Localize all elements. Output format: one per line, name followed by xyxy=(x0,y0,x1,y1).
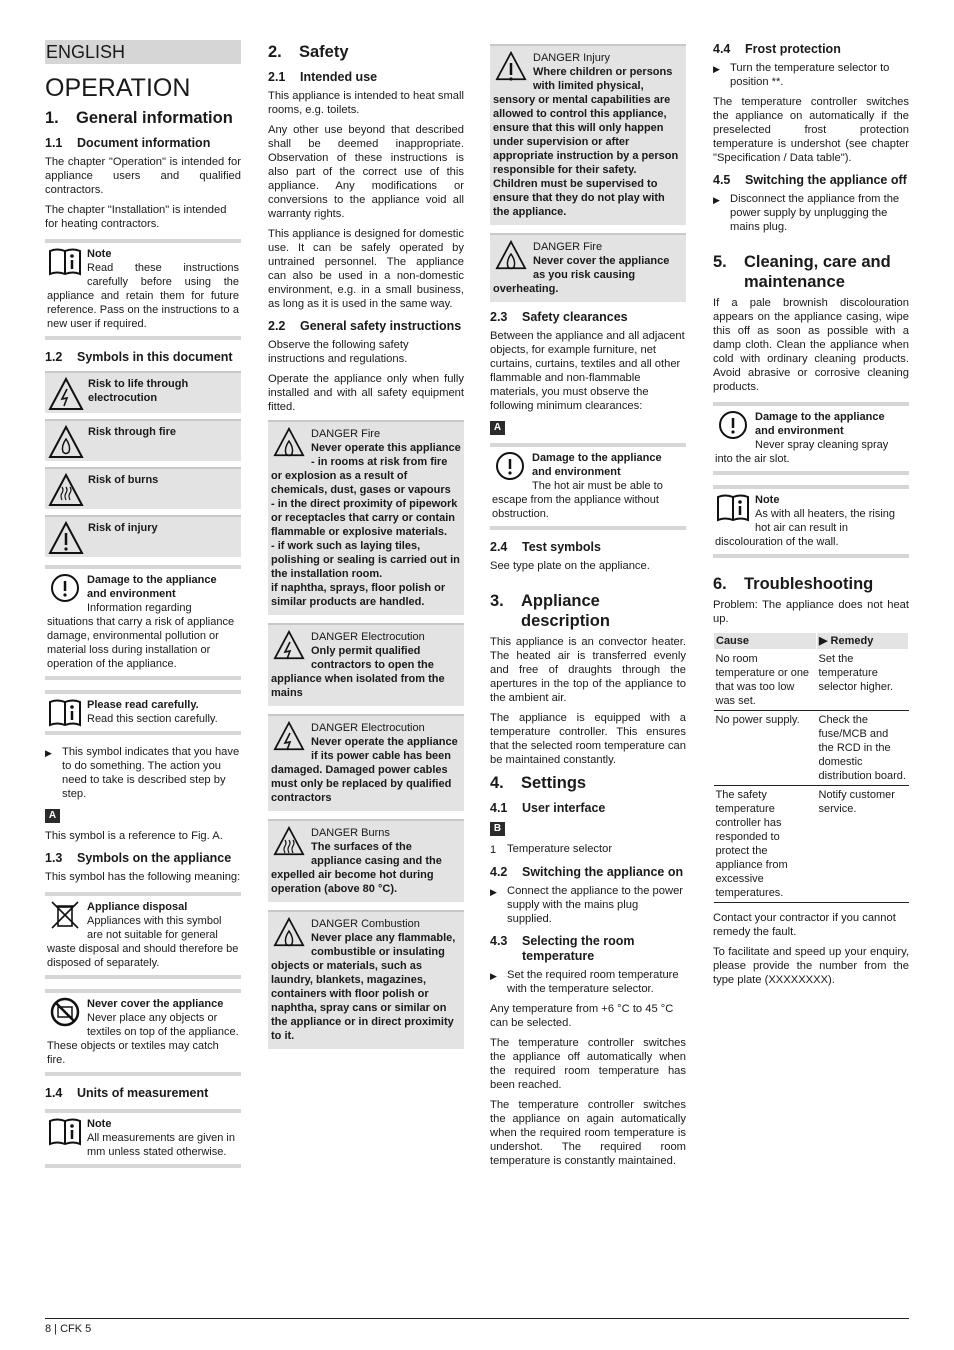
section-2-3-heading xyxy=(490,310,686,325)
table-cell: Set the temperature selector higher. xyxy=(817,650,909,711)
table-cell: Check the fuse/MCB and the RCD in the domestic distribution board. xyxy=(817,711,909,786)
section-number: 4.2 xyxy=(490,865,508,879)
electrocution-warning-icon xyxy=(48,377,84,411)
section-number: 2.1 xyxy=(268,70,286,84)
step-text: Disconnect the appliance from the power supply by unplugging the mains plug. xyxy=(730,193,900,233)
section-title: Settings xyxy=(521,774,587,792)
symbol-electrocution xyxy=(45,371,241,413)
section-number: 6. xyxy=(713,575,727,593)
injury-warning-icon xyxy=(48,521,84,555)
section-4-3-heading xyxy=(490,934,686,964)
section-6-heading xyxy=(713,574,909,594)
section-number: 4.3 xyxy=(490,934,508,948)
paragraph: Any temperature from +6 °C to 45 °C can be selected. xyxy=(490,1003,674,1029)
exclamation-circle-icon xyxy=(47,573,83,603)
paragraph: The chapter "Installation" is intended for heating contractors. xyxy=(45,204,227,230)
paragraph: Between the appliance and all adjacent objects, for example furniture, net curtains, curtains, textiles and all other flammable and non-flammable materials, you must observe the following minimum clearances: xyxy=(490,330,685,412)
section-3-heading xyxy=(490,591,686,631)
symbol-injury xyxy=(45,515,241,557)
paragraph: Operate the appliance only when fully installed and with all safety equipment fitted. xyxy=(268,373,464,413)
section-title: Switching the appliance on xyxy=(522,865,684,879)
burns-warning-icon xyxy=(48,473,84,507)
symbol-fire xyxy=(45,419,241,461)
language-label: ENGLISH xyxy=(45,40,241,64)
danger-text: Never place any flammable, combustible or insulating objects or materials, such as laundry, blankets, magazines, containers with floor polish or naphtha, spray cans or similar on the appliance or in direct proximity to it. xyxy=(271,932,456,1042)
note-text: The hot air must be able to escape from the appliance without obstruction. xyxy=(492,480,663,520)
paragraph: Observe the following safety instructions and regulations. xyxy=(268,339,409,365)
danger-text: The surfaces of the appliance casing and the expelled air become hot during operation (above 80 °C). xyxy=(271,841,442,895)
figure-reference-badge: A xyxy=(490,421,505,435)
note-title: Damage to the appliance and environment xyxy=(755,411,885,437)
section-title: Units of measurement xyxy=(77,1086,209,1100)
note-title: Damage to the appliance and environment xyxy=(87,574,217,600)
damage-note-box xyxy=(45,565,241,680)
section-number: 2. xyxy=(268,43,282,61)
read-note-box xyxy=(45,690,241,735)
note-text: Read these instructions carefully before using the appliance and retain them for future reference. Pass on the instructions to a new user if required. xyxy=(47,262,239,330)
electrocution-warning-icon xyxy=(271,630,307,660)
section-2-4-heading xyxy=(490,540,686,555)
section-title: Frost protection xyxy=(745,42,841,56)
symbol-label: Risk to life through electrocution xyxy=(88,378,189,404)
section-4-heading xyxy=(490,773,686,793)
paragraph: The temperature controller switches the appliance on again automatically when the required room temperature is undershot. The required room temperature is constantly maintained. xyxy=(490,1099,686,1167)
section-title: Appliance description xyxy=(521,592,610,630)
section-title: Safety clearances xyxy=(522,310,628,324)
danger-burns-box xyxy=(268,819,464,902)
danger-line: - if work such as laying tiles, polishing or sealing is carried out in the installation room. xyxy=(271,540,460,580)
section-title: Test symbols xyxy=(522,540,601,554)
table-header-row xyxy=(714,633,909,650)
section-title: Switching the appliance off xyxy=(745,173,907,187)
fire-warning-icon xyxy=(48,425,84,459)
danger-line: Never operate this appliance xyxy=(311,442,461,454)
legend-number: 1 xyxy=(490,844,497,856)
note-title: Note xyxy=(87,1118,112,1130)
symbol-label: Risk of burns xyxy=(88,474,159,486)
note-text: Information regarding situations that carry a risk of appliance damage, environmental pollution or material loss during installation or operation of the appliance. xyxy=(47,602,235,670)
note-text: Read this section carefully. xyxy=(87,713,218,725)
section-1-4-heading xyxy=(45,1086,241,1101)
section-4-1-heading xyxy=(490,801,686,816)
do-not-cover-icon xyxy=(47,997,83,1027)
step-item xyxy=(490,968,686,996)
table-cell: The safety temperature controller has responded to protect the appliance from excessive temperatures. xyxy=(714,786,817,903)
section-1-heading xyxy=(45,108,241,128)
paragraph: This appliance is an convector heater. The heated air is transferred evenly and free of draughts through the apertures in the top of the appliance to the ambient air. xyxy=(490,636,686,704)
danger-title: DANGER Injury xyxy=(533,52,611,64)
paragraph: The temperature controller switches the appliance off automatically when the required room temperature has been reached. xyxy=(490,1037,686,1091)
paragraph: Contact your contractor if you cannot remedy the fault. xyxy=(713,912,896,938)
note-title: Note xyxy=(87,248,112,260)
section-title: Document information xyxy=(77,136,211,150)
step-arrow-icon: ▶ xyxy=(490,887,497,897)
column-header-label: Remedy xyxy=(830,635,874,647)
paragraph: Problem: The appliance does not heat up. xyxy=(713,599,909,625)
note-title: Note xyxy=(755,494,780,506)
note-text: Never place any objects or textiles on top of the appliance. These objects or textiles may catch fire. xyxy=(47,1012,239,1066)
step-text: Connect the appliance to the power supply with the mains plug supplied. xyxy=(507,885,684,925)
danger-line: - in the direct proximity of pipework or receptacles that carry or contain flammable or explosive materials. xyxy=(271,498,458,538)
section-2-1-heading xyxy=(268,70,464,85)
section-2-2-heading xyxy=(268,319,464,334)
section-number: 5. xyxy=(713,253,727,271)
note-box xyxy=(713,485,909,558)
danger-electrocution-box xyxy=(268,714,464,811)
column-2 xyxy=(268,40,464,1057)
paragraph: If a pale brownish discolouration appears on the appliance casing, wipe this off as soon as possible with a damp cloth. Clean the appliance when cold with ordinary cleaning products. Avoid abrasive or corrosive cleaning products. xyxy=(713,297,909,393)
section-number: 3. xyxy=(490,592,504,610)
note-title: Please read carefully. xyxy=(87,699,199,711)
danger-text: Never operate the appliance if its power cable has been damaged. Damaged power cables must only be replaced by qualified contractors xyxy=(271,736,458,804)
section-title: General information xyxy=(76,109,233,127)
legend-text: Temperature selector xyxy=(507,843,613,855)
symbol-burns xyxy=(45,467,241,509)
injury-warning-icon xyxy=(493,51,529,81)
section-title: General safety instructions xyxy=(300,319,462,333)
table-row xyxy=(714,786,909,903)
step-item xyxy=(713,192,909,234)
danger-text: Where children or persons with limited physical, sensory or mental capabilities are allowed to control this appliance, ensure that this will only happen under supervision or after appropriate instruction by a person responsible for their safety. Children must be supervised to ensure that they do not play with the appliance. xyxy=(493,66,679,218)
figure-reference-badge: A xyxy=(45,809,60,823)
note-text: Appliances with this symbol are not suitable for general waste disposal and should therefore be disposed of separately. xyxy=(47,915,239,969)
danger-line: if naphtha, sprays, floor polish or similar products are handled. xyxy=(271,582,446,608)
column-header: Cause xyxy=(714,633,817,650)
danger-combustion-box xyxy=(268,910,464,1049)
paragraph: This appliance is intended to heat small rooms, e.g. toilets. xyxy=(268,90,464,116)
paragraph: The appliance is equipped with a temperature controller. This ensures that the selected room temperature can be maintained constantly. xyxy=(490,712,686,766)
danger-fire-box xyxy=(268,420,464,615)
crossed-bin-icon xyxy=(47,900,83,930)
note-text: Never spray cleaning spray into the air slot. xyxy=(715,439,889,465)
section-number: 1.3 xyxy=(45,851,63,865)
danger-title: DANGER Electrocution xyxy=(311,722,425,734)
column-1 xyxy=(45,40,241,1178)
paragraph: This symbol is a reference to Fig. A. xyxy=(45,830,223,842)
note-title: Damage to the appliance and environment xyxy=(532,452,662,478)
note-text: As with all heaters, the rising hot air can result in discolouration of the wall. xyxy=(715,508,896,548)
figure-reference-badge: B xyxy=(490,822,505,836)
danger-title: DANGER Burns xyxy=(311,827,390,839)
section-title: Cleaning, care and maintenance xyxy=(744,253,891,291)
section-5-heading xyxy=(713,252,909,292)
section-title: Troubleshooting xyxy=(744,575,874,593)
note-box xyxy=(45,239,241,340)
section-4-2-heading xyxy=(490,865,686,880)
burns-warning-icon xyxy=(271,826,307,856)
paragraph: The temperature controller switches the appliance on automatically if the preselected frost protection temperature is undershot (see chapter "Specification / Data table"). xyxy=(713,96,909,164)
disposal-note-box xyxy=(45,892,241,979)
troubleshooting-table xyxy=(713,632,909,903)
note-box xyxy=(45,1109,241,1168)
section-number: 4. xyxy=(490,774,504,792)
paragraph: The chapter "Operation" is intended for appliance users and qualified contractors. xyxy=(45,156,241,196)
section-number: 4.1 xyxy=(490,801,508,815)
book-info-icon xyxy=(47,698,83,728)
book-info-icon xyxy=(715,493,751,523)
section-number: 4.4 xyxy=(713,42,731,56)
section-1-3-heading xyxy=(45,851,241,866)
column-4 xyxy=(713,40,909,993)
column-header xyxy=(817,633,909,650)
section-1-1-heading xyxy=(45,136,241,151)
table-cell: No power supply. xyxy=(714,711,817,786)
fire-warning-icon xyxy=(271,917,307,947)
step-item xyxy=(45,745,241,801)
section-title: Symbols in this document xyxy=(77,350,233,364)
exclamation-circle-icon xyxy=(492,451,528,481)
paragraph: Any other use beyond that described shall be deemed inappropriate. Observation of these instructions is also part of the correct use of this appliance. Any modifications or conversions to the appliance void all warranty rights. xyxy=(268,124,464,220)
section-number: 2.2 xyxy=(268,319,286,333)
danger-title: DANGER Fire xyxy=(311,428,381,440)
paragraph: See type plate on the appliance. xyxy=(490,560,650,572)
section-title: Selecting the room temperature xyxy=(522,934,635,963)
table-row xyxy=(714,711,909,786)
never-cover-note-box xyxy=(45,989,241,1076)
book-info-icon xyxy=(47,247,83,277)
section-title: Safety xyxy=(299,43,349,61)
section-number: 1.4 xyxy=(45,1086,63,1100)
step-arrow-icon: ▶ xyxy=(45,748,52,758)
section-number: 1.1 xyxy=(45,136,63,150)
danger-electrocution-box xyxy=(268,623,464,706)
arrow-icon: ▶ xyxy=(819,635,831,647)
danger-injury-box xyxy=(490,44,686,225)
paragraph: This appliance is designed for domestic use. It can be safely operated by untrained personnel. The appliance can also be used in a non-domestic environment, e.g. in a small business, as long as it is used in the same way. xyxy=(268,228,464,310)
symbol-label: Risk through fire xyxy=(88,426,177,438)
fire-warning-icon xyxy=(271,427,307,457)
legend-item xyxy=(490,842,686,857)
danger-text: Never cover the appliance as you risk causing overheating. xyxy=(493,255,670,295)
paragraph: To facilitate and speed up your enquiry, please provide the number from the type plate (XXXXXXXX). xyxy=(713,946,909,986)
note-text: All measurements are given in mm unless stated otherwise. xyxy=(87,1132,235,1158)
danger-text: Only permit qualified contractors to open the appliance when isolated from the mains xyxy=(271,645,445,699)
section-title: Intended use xyxy=(300,70,378,84)
section-4-5-heading xyxy=(713,173,909,188)
table-row xyxy=(714,650,909,711)
danger-title: DANGER Fire xyxy=(533,241,603,253)
note-title: Appliance disposal xyxy=(87,901,188,913)
danger-fire-box xyxy=(490,233,686,302)
section-number: 2.3 xyxy=(490,310,508,324)
page-title: OPERATION xyxy=(45,74,191,102)
symbol-label: Risk of injury xyxy=(88,522,158,534)
section-number: 2.4 xyxy=(490,540,508,554)
step-item xyxy=(713,61,909,89)
section-4-4-heading xyxy=(713,42,909,57)
step-text: This symbol indicates that you have to do something. The action you need to take is described step by step. xyxy=(62,746,240,800)
step-text: Set the required room temperature with the temperature selector. xyxy=(507,969,679,995)
step-text: Turn the temperature selector to position **. xyxy=(730,62,890,88)
section-number: 4.5 xyxy=(713,173,731,187)
danger-title: DANGER Combustion xyxy=(311,918,420,930)
section-title: User interface xyxy=(522,801,606,815)
note-title: Never cover the appliance xyxy=(87,998,224,1010)
table-cell: No room temperature or one that was too low was set. xyxy=(714,650,817,711)
step-item xyxy=(490,884,686,926)
damage-note-box xyxy=(490,443,686,530)
page-footer: 8 | CFK 5 xyxy=(45,1318,909,1336)
electrocution-warning-icon xyxy=(271,721,307,751)
section-number: 1. xyxy=(45,109,59,127)
section-title: Symbols on the appliance xyxy=(77,851,232,865)
step-arrow-icon: ▶ xyxy=(713,195,720,205)
danger-title: DANGER Electrocution xyxy=(311,631,425,643)
table-cell: Notify customer service. xyxy=(817,786,909,903)
damage-note-box xyxy=(713,402,909,475)
exclamation-circle-icon xyxy=(715,410,751,440)
paragraph: This symbol has the following meaning: xyxy=(45,871,241,883)
section-2-heading xyxy=(268,42,464,62)
section-number: 1.2 xyxy=(45,350,63,364)
fire-warning-icon xyxy=(493,240,529,270)
step-arrow-icon: ▶ xyxy=(713,64,720,74)
danger-line: - in rooms at risk from fire or explosion as a result of chemicals, dust, gases or vapours xyxy=(271,456,451,496)
column-3 xyxy=(490,40,686,1174)
book-info-icon xyxy=(47,1117,83,1147)
section-1-2-heading xyxy=(45,350,241,365)
step-arrow-icon: ▶ xyxy=(490,971,497,981)
